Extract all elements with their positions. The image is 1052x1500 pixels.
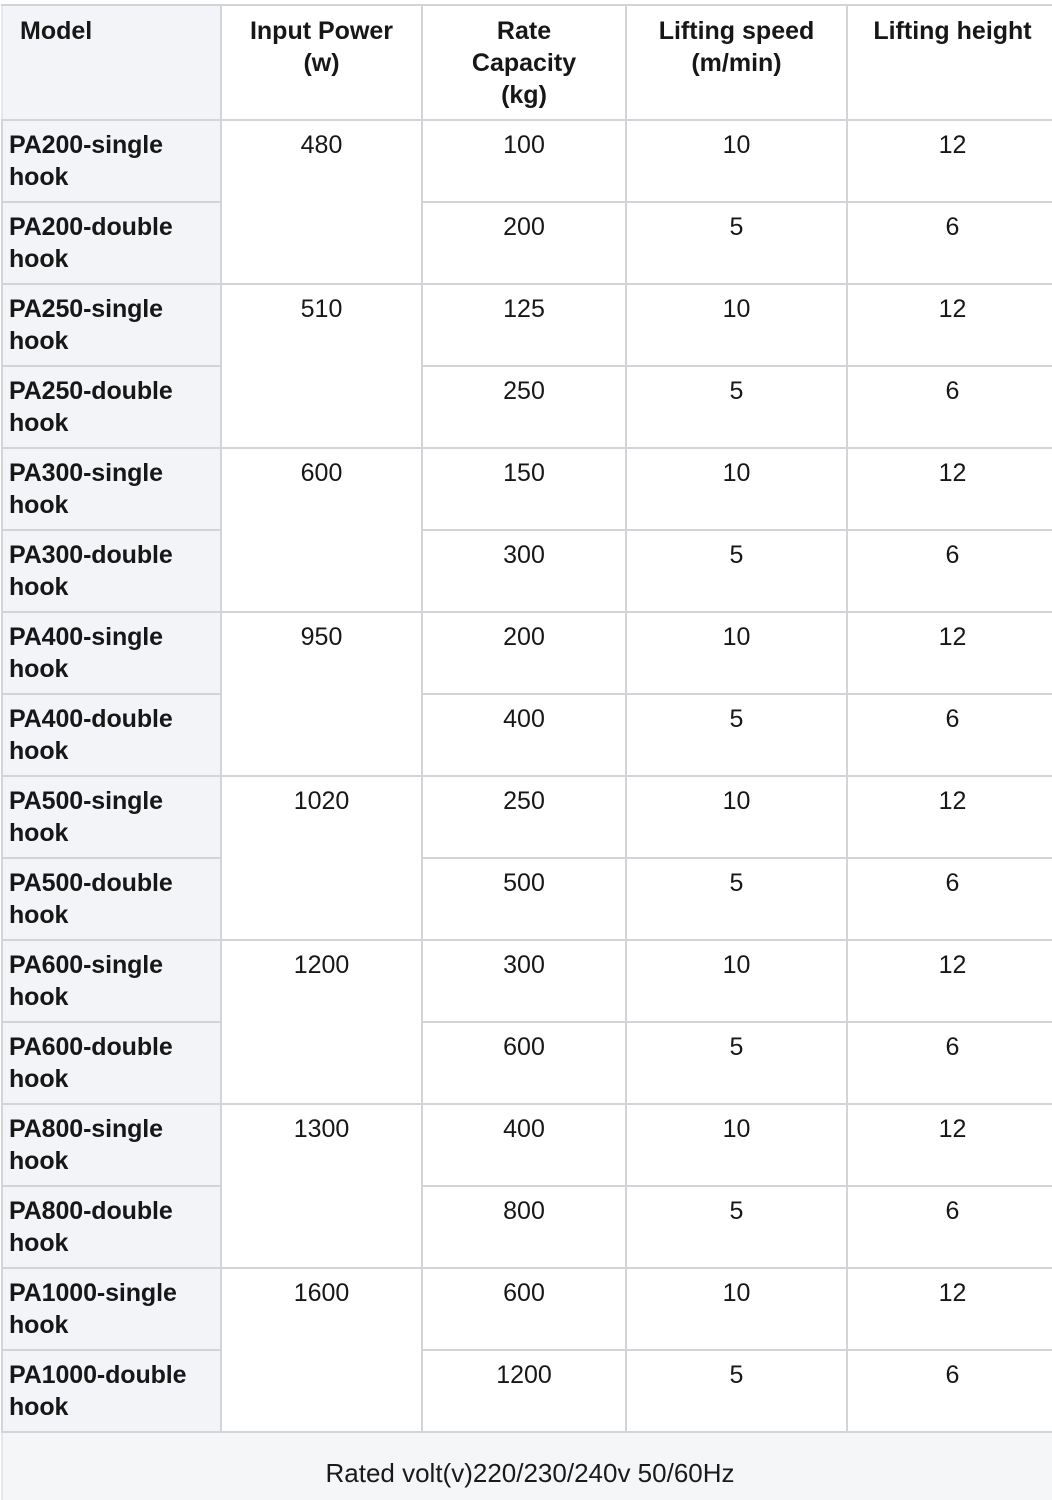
cell-lifting-speed: 10 [626, 612, 847, 694]
cell-lifting-speed: 5 [626, 1186, 847, 1268]
table-header [2, 5, 1052, 120]
cell-lifting-height: 12 [847, 1104, 1052, 1186]
cell-model: PA600-double hook [2, 1022, 221, 1104]
cell-rate-capacity: 200 [422, 612, 626, 694]
cell-lifting-speed: 10 [626, 448, 847, 530]
column-header-rate-capacity-line1: Rate [496, 17, 552, 45]
cell-model: PA200-double hook [2, 202, 221, 284]
cell-lifting-speed: 10 [626, 940, 847, 1022]
column-header-input-power-line1: Input Power [249, 17, 394, 45]
table-row [2, 1350, 1052, 1432]
cell-lifting-height: 12 [847, 612, 1052, 694]
cell-lifting-speed: 5 [626, 530, 847, 612]
column-header-lifting-height-label: Lifting height [873, 17, 1032, 45]
cell-model: PA500-double hook [2, 858, 221, 940]
cell-lifting-speed: 10 [626, 1104, 847, 1186]
cell-input-power: 480 [221, 120, 422, 284]
table-row [2, 1022, 1052, 1104]
column-header-model-label: Model [20, 17, 93, 45]
cell-lifting-height: 6 [847, 1022, 1052, 1104]
cell-rate-capacity: 100 [422, 120, 626, 202]
cell-lifting-height: 12 [847, 120, 1052, 202]
cell-lifting-speed: 10 [626, 284, 847, 366]
table-row [2, 120, 1052, 202]
product-specification-table [1, 4, 1052, 1500]
cell-input-power: 1200 [221, 940, 422, 1104]
cell-lifting-height: 6 [847, 530, 1052, 612]
cell-model: PA200-single hook [2, 120, 221, 202]
cell-input-power: 950 [221, 612, 422, 776]
cell-lifting-height: 6 [847, 1350, 1052, 1432]
cell-model: PA800-double hook [2, 1186, 221, 1268]
cell-lifting-speed: 5 [626, 202, 847, 284]
cell-rate-capacity: 125 [422, 284, 626, 366]
cell-model: PA250-double hook [2, 366, 221, 448]
table-row [2, 530, 1052, 612]
column-header-input-power [221, 5, 422, 120]
cell-lifting-speed: 10 [626, 776, 847, 858]
rated-voltage-note: Rated volt(v)220/230/240v 50/60Hz [2, 1432, 1052, 1500]
cell-rate-capacity: 400 [422, 1104, 626, 1186]
cell-rate-capacity: 800 [422, 1186, 626, 1268]
cell-lifting-speed: 5 [626, 1350, 847, 1432]
table-body [2, 120, 1052, 1432]
cell-rate-capacity: 250 [422, 366, 626, 448]
cell-rate-capacity: 500 [422, 858, 626, 940]
cell-lifting-speed: 5 [626, 694, 847, 776]
cell-input-power: 1300 [221, 1104, 422, 1268]
cell-rate-capacity: 600 [422, 1268, 626, 1350]
cell-input-power: 1020 [221, 776, 422, 940]
cell-lifting-speed: 5 [626, 858, 847, 940]
cell-lifting-height: 12 [847, 448, 1052, 530]
cell-lifting-speed: 5 [626, 1022, 847, 1104]
table-row [2, 940, 1052, 1022]
table-row [2, 284, 1052, 366]
table-row [2, 448, 1052, 530]
cell-model: PA1000-double hook [2, 1350, 221, 1432]
table-row [2, 776, 1052, 858]
cell-lifting-height: 12 [847, 284, 1052, 366]
cell-lifting-speed: 10 [626, 1268, 847, 1350]
column-header-lifting-height [847, 5, 1052, 120]
table-row [2, 858, 1052, 940]
cell-model: PA400-single hook [2, 612, 221, 694]
column-header-lifting-speed [626, 5, 847, 120]
cell-model: PA250-single hook [2, 284, 221, 366]
cell-lifting-speed: 5 [626, 366, 847, 448]
cell-lifting-speed: 10 [626, 120, 847, 202]
cell-rate-capacity: 150 [422, 448, 626, 530]
column-header-input-power-line2: (w) [303, 49, 340, 77]
column-header-rate-capacity-line3: (kg) [501, 81, 547, 109]
cell-rate-capacity: 200 [422, 202, 626, 284]
table-row [2, 366, 1052, 448]
cell-model: PA400-double hook [2, 694, 221, 776]
column-header-lifting-speed-line1: Lifting speed [658, 17, 815, 45]
cell-lifting-height: 12 [847, 776, 1052, 858]
table-header-row [2, 5, 1052, 120]
table-row [2, 1104, 1052, 1186]
cell-lifting-height: 12 [847, 940, 1052, 1022]
table-footer [2, 1432, 1052, 1500]
cell-input-power: 1600 [221, 1268, 422, 1432]
cell-model: PA800-single hook [2, 1104, 221, 1186]
cell-lifting-height: 6 [847, 202, 1052, 284]
cell-rate-capacity: 250 [422, 776, 626, 858]
table-row [2, 202, 1052, 284]
cell-rate-capacity: 400 [422, 694, 626, 776]
cell-lifting-height: 6 [847, 858, 1052, 940]
cell-input-power: 510 [221, 284, 422, 448]
cell-rate-capacity: 300 [422, 940, 626, 1022]
column-header-lifting-speed-line2: (m/min) [691, 49, 782, 77]
footer-note-row [2, 1432, 1052, 1500]
table-row [2, 1268, 1052, 1350]
table-row [2, 1186, 1052, 1268]
column-header-rate-capacity-line2: Capacity [471, 49, 577, 77]
column-header-rate-capacity [422, 5, 626, 120]
cell-lifting-height: 6 [847, 1186, 1052, 1268]
cell-lifting-height: 6 [847, 366, 1052, 448]
cell-model: PA300-single hook [2, 448, 221, 530]
cell-rate-capacity: 600 [422, 1022, 626, 1104]
cell-rate-capacity: 1200 [422, 1350, 626, 1432]
cell-model: PA300-double hook [2, 530, 221, 612]
cell-rate-capacity: 300 [422, 530, 626, 612]
cell-lifting-height: 12 [847, 1268, 1052, 1350]
cell-model: PA1000-single hook [2, 1268, 221, 1350]
table-row [2, 694, 1052, 776]
table-row [2, 612, 1052, 694]
cell-model: PA600-single hook [2, 940, 221, 1022]
cell-lifting-height: 6 [847, 694, 1052, 776]
cell-input-power: 600 [221, 448, 422, 612]
cell-model: PA500-single hook [2, 776, 221, 858]
column-header-model [2, 5, 221, 120]
